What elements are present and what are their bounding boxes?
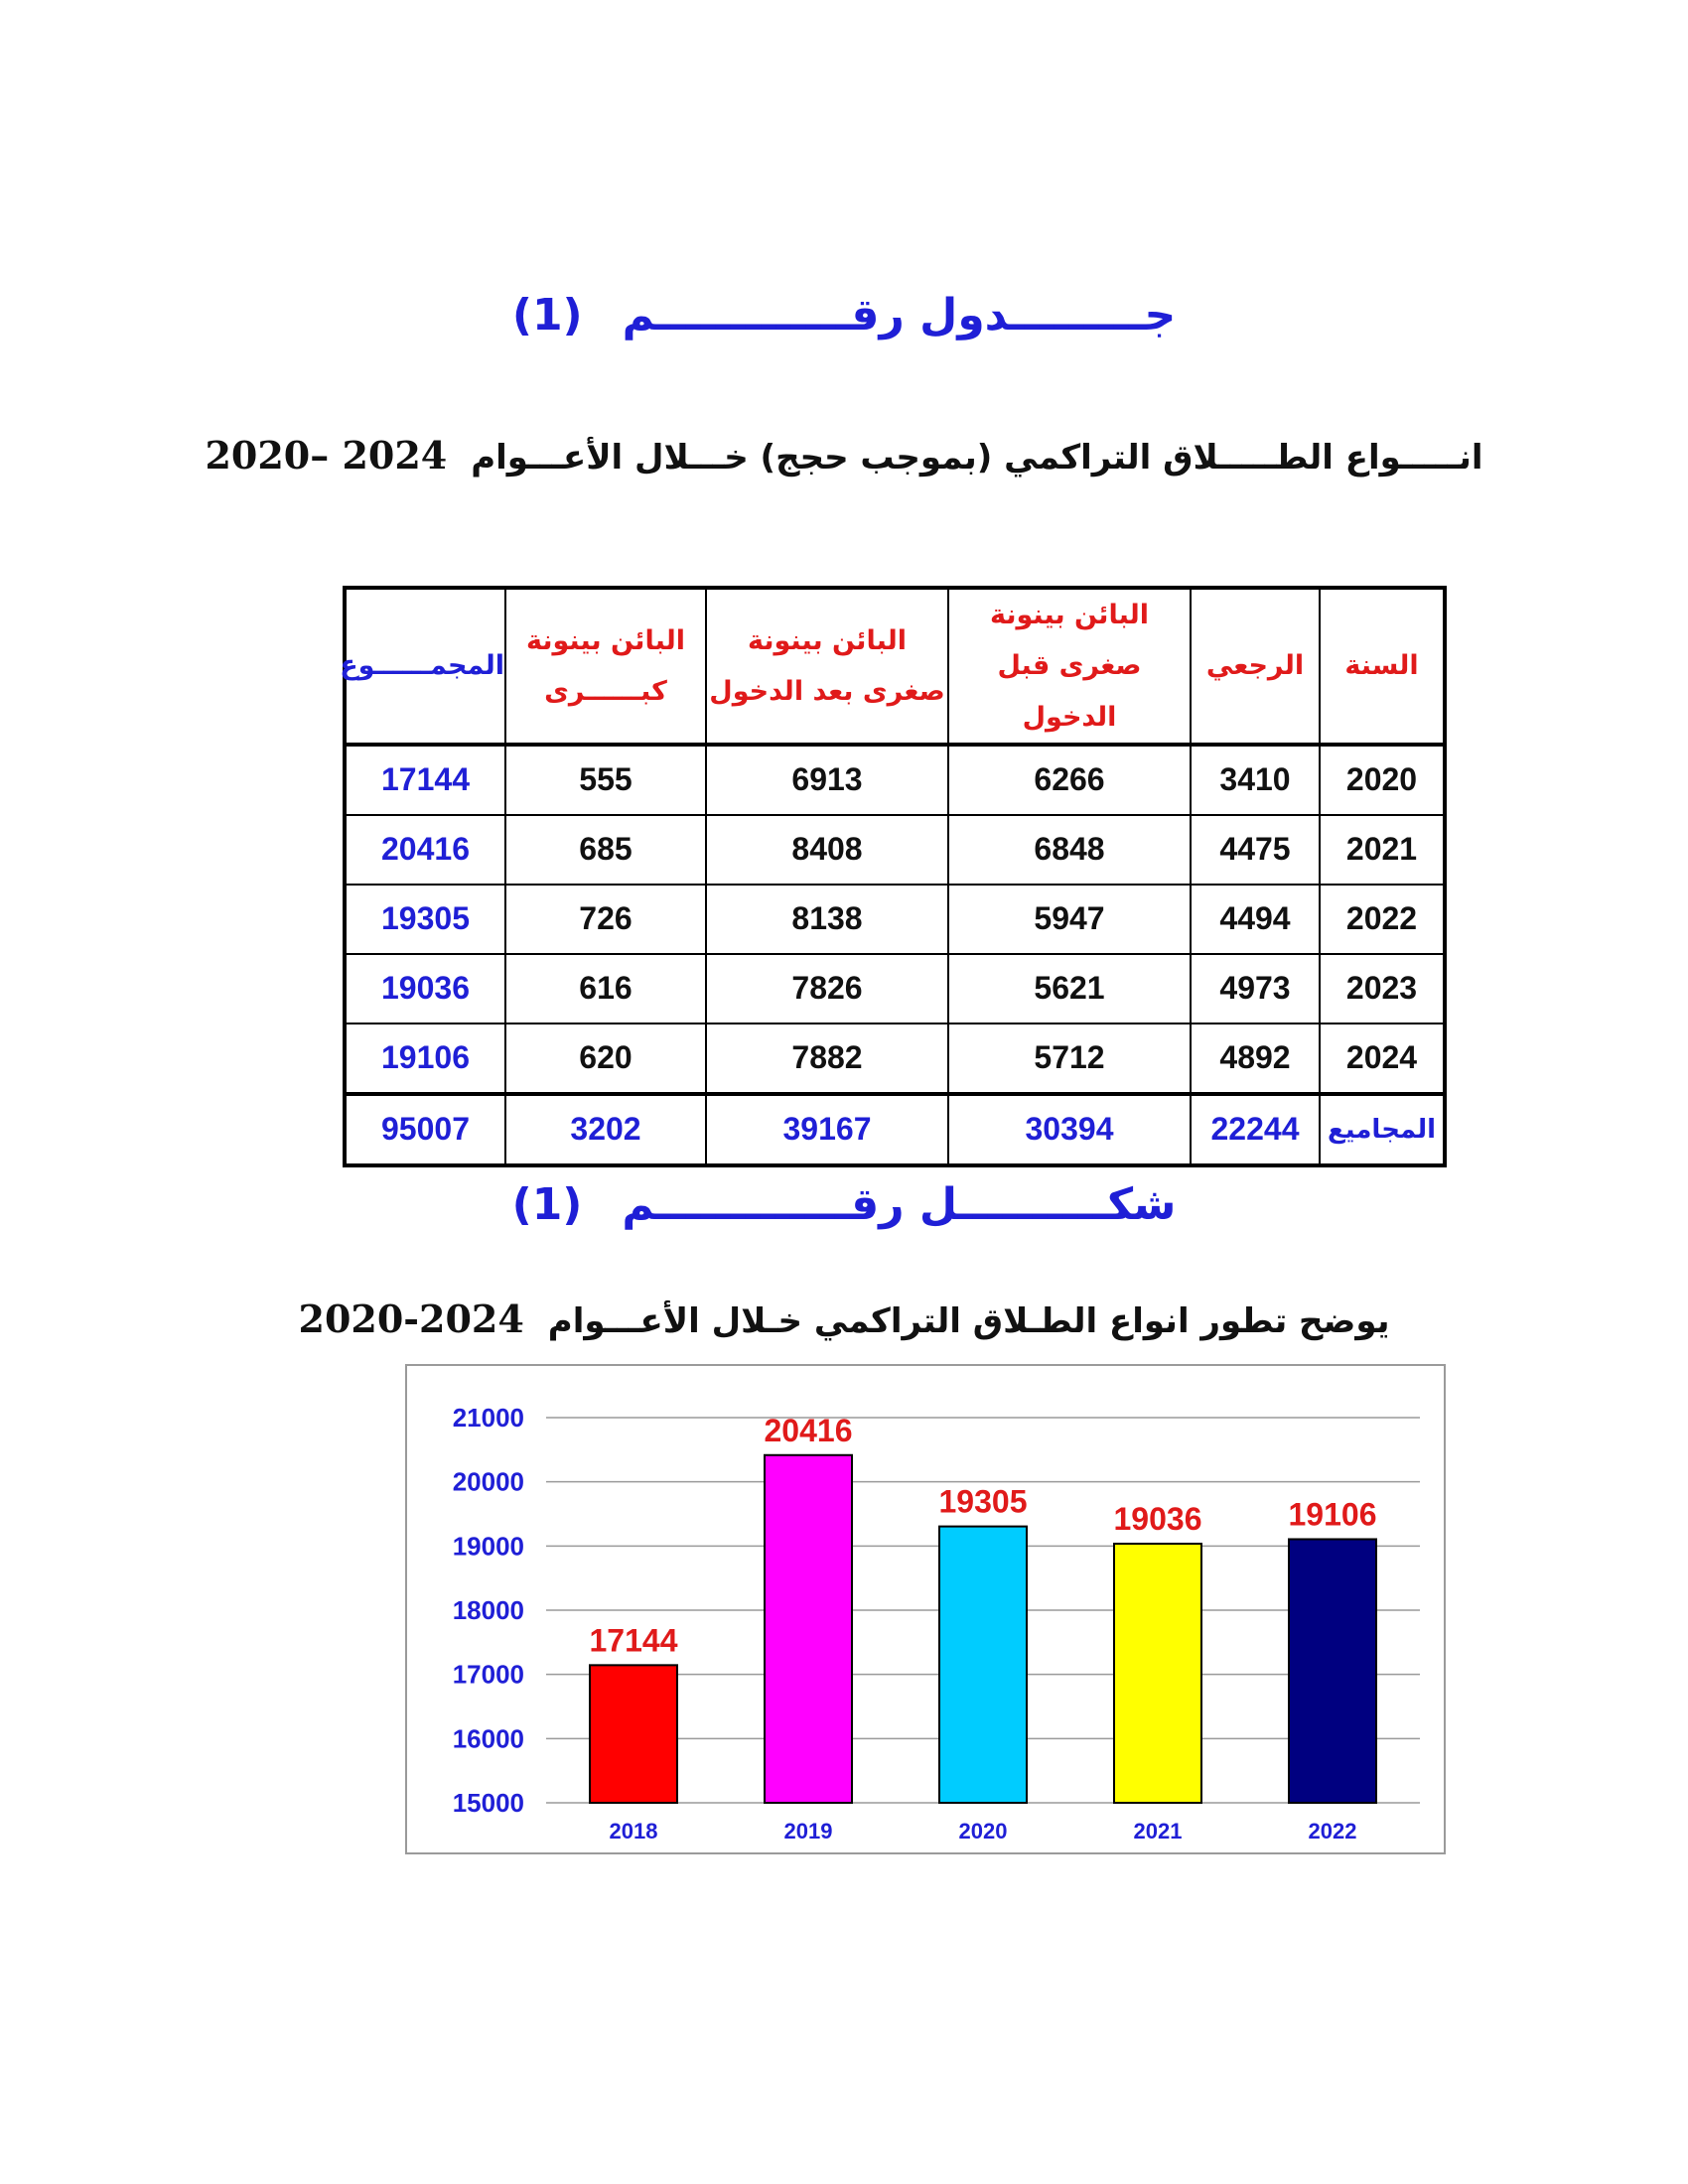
header-minor-before	[948, 588, 1191, 745]
cell-minor-before: 5621	[948, 954, 1191, 1024]
cell-minor-before: 5947	[948, 885, 1191, 954]
x-tick-label: 2018	[609, 1819, 658, 1843]
y-tick-label: 18000	[452, 1595, 524, 1625]
chart-subtitle-text: يوضح تطور انواع الطـلاق التراكمي خـلال الأعـــوام	[547, 1301, 1390, 1341]
y-tick-label: 17000	[452, 1659, 524, 1690]
table-header-row	[345, 588, 1445, 745]
cell-year: 2020	[1320, 745, 1445, 815]
header-minor-after	[706, 588, 948, 745]
bar-chart	[405, 1364, 1446, 1854]
table-row	[345, 815, 1445, 885]
cell-minor-after: 8138	[706, 885, 948, 954]
bar	[939, 1527, 1027, 1803]
bar	[1114, 1544, 1201, 1803]
divorce-types-table	[340, 586, 1447, 1167]
bar	[1289, 1539, 1376, 1803]
cell-total: 19106	[345, 1024, 505, 1094]
totals-major: 3202	[505, 1094, 706, 1165]
cell-major: 616	[505, 954, 706, 1024]
totals-label: المجاميع	[1320, 1094, 1445, 1165]
table-heading	[0, 290, 1688, 341]
figure-heading-text: شكــــــــــل رقـــــــــــــم	[622, 1179, 1177, 1230]
x-tick-label: 2019	[783, 1819, 833, 1843]
cell-major: 685	[505, 815, 706, 885]
header-minor-after-line1: البائن بينونة	[747, 624, 907, 656]
table-subtitle	[0, 433, 1688, 478]
x-tick-label: 2021	[1133, 1819, 1183, 1843]
cell-minor-after: 6913	[706, 745, 948, 815]
cell-year: 2021	[1320, 815, 1445, 885]
cell-revocable: 3410	[1191, 745, 1320, 815]
cell-minor-after: 7826	[706, 954, 948, 1024]
cell-revocable: 4973	[1191, 954, 1320, 1024]
y-tick-label: 21000	[452, 1403, 524, 1433]
table-row	[345, 745, 1445, 815]
y-tick-label: 19000	[452, 1531, 524, 1562]
cell-revocable: 4494	[1191, 885, 1320, 954]
cell-major: 555	[505, 745, 706, 815]
y-tick-label: 15000	[452, 1788, 524, 1818]
figure-heading	[0, 1179, 1688, 1230]
totals-total: 95007	[345, 1094, 505, 1165]
header-year: السنة	[1320, 588, 1445, 745]
table-heading-number: (1)	[511, 290, 583, 341]
totals-minor-before: 30394	[948, 1094, 1191, 1165]
x-tick-label: 2020	[958, 1819, 1008, 1843]
cell-year: 2022	[1320, 885, 1445, 954]
totals-row	[345, 1094, 1445, 1165]
bar-value-label: 19305	[938, 1483, 1028, 1520]
bar-value-label: 19106	[1288, 1496, 1377, 1533]
cell-major: 726	[505, 885, 706, 954]
chart-subtitle-years: 2020-2024	[298, 1297, 524, 1341]
cell-revocable: 4475	[1191, 815, 1320, 885]
cell-year: 2023	[1320, 954, 1445, 1024]
cell-total: 20416	[345, 815, 505, 885]
cell-minor-before: 6848	[948, 815, 1191, 885]
cell-minor-before: 6266	[948, 745, 1191, 815]
cell-revocable: 4892	[1191, 1024, 1320, 1094]
table-subtitle-text: انـــــواع الطـــــلاق التراكمي (بموجب حجج) خـــلال الأعـــوام	[471, 438, 1483, 478]
table-row	[345, 1024, 1445, 1094]
table-heading-text: جـــــــــدول رقـــــــــــــم	[622, 290, 1177, 341]
bar	[590, 1665, 677, 1803]
cell-total: 17144	[345, 745, 505, 815]
cell-minor-after: 8408	[706, 815, 948, 885]
cell-total: 19305	[345, 885, 505, 954]
table-subtitle-years: 2020– 2024	[205, 433, 448, 478]
bar-value-label: 19036	[1113, 1501, 1202, 1538]
header-minor-before-line1: البائن بينونة	[989, 600, 1149, 630]
bar	[765, 1455, 852, 1803]
y-tick-label: 16000	[452, 1723, 524, 1754]
cell-total: 19036	[345, 954, 505, 1024]
table-row	[345, 885, 1445, 954]
header-major	[505, 588, 706, 745]
totals-revocable: 22244	[1191, 1094, 1320, 1165]
y-tick-label: 20000	[452, 1466, 524, 1497]
totals-minor-after: 39167	[706, 1094, 948, 1165]
cell-major: 620	[505, 1024, 706, 1094]
x-tick-label: 2022	[1308, 1819, 1357, 1843]
header-minor-after-line2: صغرى بعد الدخول	[709, 675, 945, 707]
cell-minor-after: 7882	[706, 1024, 948, 1094]
header-revocable: الرجعي	[1191, 588, 1320, 745]
header-major-line2: كبــــــرى	[544, 675, 667, 707]
table-row	[345, 954, 1445, 1024]
cell-year: 2024	[1320, 1024, 1445, 1094]
header-major-line1: البائن بينونة	[525, 624, 685, 656]
header-minor-before-line2: صغرى قبل الدخول	[997, 650, 1142, 733]
header-total: المجمــــــوع	[345, 588, 505, 745]
chart-subtitle	[0, 1297, 1688, 1341]
figure-heading-number: (1)	[511, 1179, 583, 1230]
bar-value-label: 17144	[589, 1622, 678, 1659]
cell-minor-before: 5712	[948, 1024, 1191, 1094]
bar-value-label: 20416	[764, 1412, 853, 1448]
bar-chart-svg	[407, 1366, 1444, 1852]
